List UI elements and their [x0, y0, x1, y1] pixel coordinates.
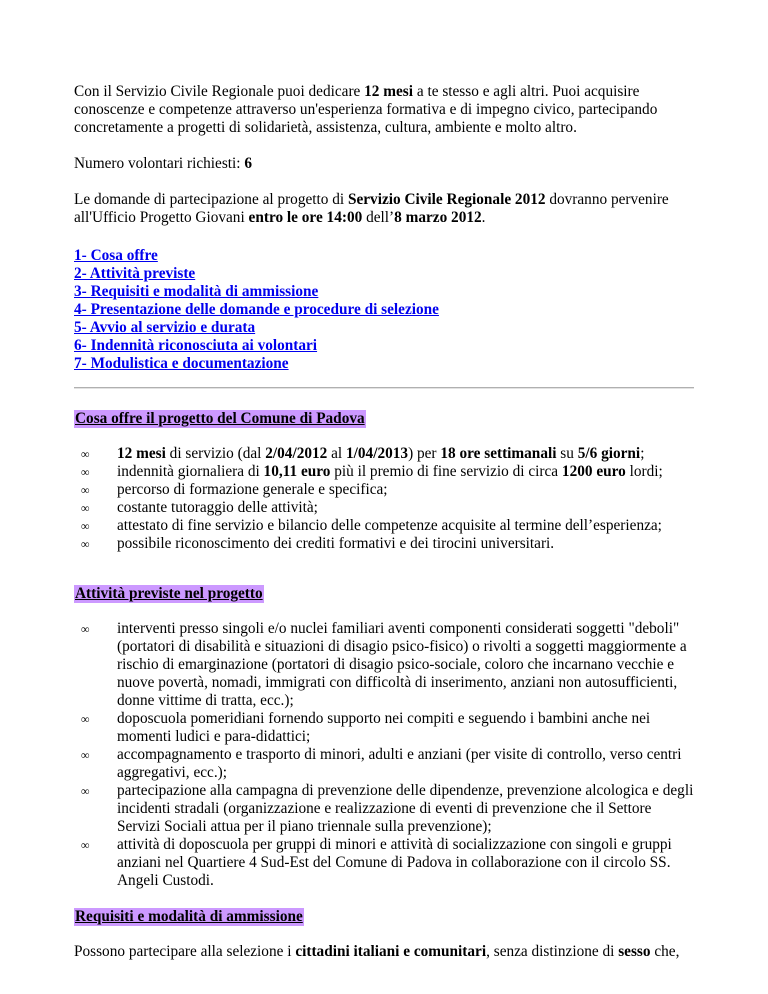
toc-link-cosa-offre[interactable]: 1- Cosa offre	[74, 247, 158, 264]
list-item: ∞ possibile riconoscimento dei crediti formativi e dei tirocini universitari.	[74, 535, 694, 553]
intro-text: Con il Servizio Civile Regionale puoi dedicare	[74, 83, 365, 100]
toc-link-presentazione[interactable]: 4- Presentazione delle domande e procedure di selezione	[74, 301, 439, 318]
requirements-sex: sesso	[618, 943, 651, 960]
deadline-date: 8 marzo 2012	[394, 209, 482, 226]
section-offer	[74, 410, 694, 553]
offer-start-date: 2/04/2012	[265, 445, 328, 462]
list-item: ∞ attività di doposcuola per gruppi di minori e attività di socializzazione con singoli e gruppi anziani nel Quartiere 4 Sud-Est del Comune di Padova in collaborazione con il circolo SS. Angeli Custodi.	[74, 836, 694, 890]
activities-list	[74, 620, 694, 890]
section-activities	[74, 585, 694, 890]
requirements-text-3: che,	[650, 943, 680, 960]
list-item: ∞ interventi presso singoli e/o nuclei familiari aventi componenti considerati soggetti "deboli" (portatori di disabilità e situazioni di disagio psico-fisico) o rivolti a soggetti maggiormente a rischio di emarginazione (portatori di disagio psico-sociale, coloro che incarnano vecchie e nuove povertà, nomadi, immigrati con difficoltà di inserimento, anziani non autosufficienti, donne vittime di tratta, ecc.);	[74, 620, 694, 710]
offer-text: ) per	[408, 445, 441, 462]
offer-list	[74, 445, 694, 553]
offer-bonus-amount: 1200 euro	[561, 463, 626, 480]
offer-text: di servizio (dal	[165, 445, 266, 462]
requirements-paragraph	[74, 943, 694, 961]
volunteers-label: Numero volontari richiesti:	[74, 155, 245, 172]
document-page	[74, 83, 694, 961]
deadline-text-2: dovranno pervenire all'Ufficio Progetto Giovani	[74, 191, 669, 226]
offer-months: 12 mesi	[117, 445, 166, 462]
toc-link-modulistica[interactable]: 7- Modulistica e documentazione	[74, 355, 289, 372]
intro-text-rest: a te stesso e agli altri. Puoi acquisire conoscenze e competenze attraverso un'esperienza formativa e di impegno civico, partecipando concretamente a progetti di solidarietà, assistenza, cultura, ambiente e molto altro.	[74, 83, 658, 136]
list-item: ∞ partecipazione alla campagna di prevenzione delle dipendenze, prevenzione alcologica e degli incidenti stradali (organizzazione e realizzazione di eventi di prevenzione che il Settore Servizi Sociali attua per il piano triennale sulla prevenzione);	[74, 782, 694, 836]
deadline-text-3: dell’	[362, 209, 395, 226]
requirements-text-2: , senza distinzione di	[486, 943, 619, 960]
intro-paragraph	[74, 83, 694, 137]
requirements-text: Possono partecipare alla selezione i	[74, 943, 296, 960]
intro-months: 12 mesi	[364, 83, 414, 100]
volunteers-count: 6	[244, 155, 253, 172]
toc-link-attivita[interactable]: 2- Attività previste	[74, 265, 196, 282]
offer-text: più il premio di fine servizio di circa	[330, 463, 562, 480]
offer-text: al	[327, 445, 347, 462]
offer-daily-amount: 10,11 euro	[263, 463, 331, 480]
list-item: ∞ accompagnamento e trasporto di minori, adulti e anziani (per visite di controllo, verso centri aggregativi, ecc.);	[74, 746, 694, 782]
list-item: ∞ attestato di fine servizio e bilancio delle competenze acquisite al termine dell’esperienza;	[74, 517, 694, 535]
list-item	[74, 445, 694, 463]
section-heading-offer: Cosa offre il progetto del Comune di Padova	[75, 410, 365, 427]
section-heading-requirements: Requisiti e modalità di ammissione	[75, 908, 303, 925]
requirements-citizens: cittadini italiani e comunitari	[295, 943, 487, 960]
offer-text: su	[556, 445, 578, 462]
offer-end-date: 1/04/2013	[346, 445, 409, 462]
offer-text: lordi;	[625, 463, 663, 480]
list-item: ∞ doposcuola pomeridiani fornendo supporto nei compiti e seguendo i bambini anche nei momenti ludici e para-didattici;	[74, 710, 694, 746]
table-of-contents	[74, 247, 694, 373]
toc-link-requisiti[interactable]: 3- Requisiti e modalità di ammissione	[74, 283, 319, 300]
list-item: ∞ percorso di formazione generale e specifica;	[74, 481, 694, 499]
list-item: ∞ costante tutoraggio delle attività;	[74, 499, 694, 517]
deadline-time: entro le ore 14:00	[248, 209, 363, 226]
volunteers-needed	[74, 155, 694, 173]
section-divider	[74, 387, 694, 389]
section-heading-activities: Attività previste nel progetto	[75, 585, 263, 602]
deadline-text: Le domande di partecipazione al progetto di	[74, 191, 348, 208]
offer-text: ;	[640, 445, 645, 462]
toc-link-avvio[interactable]: 5- Avvio al servizio e durata	[74, 319, 256, 336]
offer-days: 5/6 giorni	[577, 445, 641, 462]
toc-link-indennita[interactable]: 6- Indennità riconosciuta ai volontari	[74, 337, 318, 354]
offer-text: indennità giornaliera di	[117, 463, 264, 480]
deadline-paragraph	[74, 191, 694, 227]
offer-hours: 18 ore settimanali	[440, 445, 557, 462]
deadline-program: Servizio Civile Regionale 2012	[347, 191, 546, 208]
list-item	[74, 463, 694, 481]
deadline-text-4: .	[481, 209, 486, 226]
section-requirements-heading-wrap	[74, 908, 694, 926]
